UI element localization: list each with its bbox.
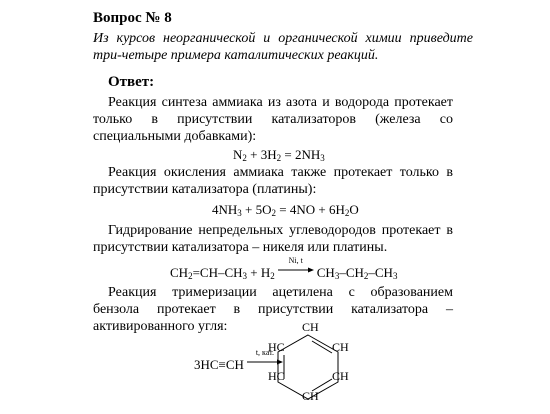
right-arrow-icon — [278, 267, 314, 273]
ring-label-lower-right: CH — [332, 369, 349, 383]
formula-ammonia-synthesis: $N_2 + 3H_2 = 2NH_3$ — [233, 147, 325, 163]
question-title: Вопрос № 8 — [93, 10, 172, 26]
ring-label-lower-left: HC — [268, 369, 285, 383]
formula-trimerization: 3HC≡CH t, кат. — [194, 356, 286, 373]
answer-title: Ответ: — [108, 74, 155, 90]
ring-label-top: CH — [302, 320, 319, 334]
ring-label-bottom: CH — [302, 389, 319, 403]
reaction-arrow — [278, 256, 314, 276]
formula-ammonia-oxidation: $4NH_3 + 5O_2 = 4NO + 6H_2O$ — [212, 202, 359, 218]
paragraph-ammonia-synthesis: Реакция синтеза аммиака из азота и водорода протекает только в присутствии катализаторов (железа со специальными добавками): — [93, 95, 453, 144]
ring-label-upper-left: HC — [268, 340, 285, 354]
arrow-condition-label: Ni, t — [288, 256, 303, 265]
formula-hydrogenation: $CH_2=CH-CH_3 + H_2$ Ni, t $CH_3-CH_2-CH_3$ — [170, 256, 398, 281]
ring-label-upper-right: CH — [332, 340, 349, 354]
paragraph-ammonia-oxidation: Реакция окисления аммиака также протекает только в присутствии катализатора (платины): — [93, 165, 453, 197]
paragraph-hydrogenation: Гидрирование непредельных углеводородов протекает в присутствии катализатора – никеля или платины. — [93, 223, 453, 255]
arrow-condition-label: t, кат. — [255, 348, 275, 357]
question-text: Из курсов неорганической и органической химии приведите три-четыре примера каталитических реакций. — [93, 31, 473, 63]
paragraph-trimerization: Реакция тримеризации ацетилена с образованием бензола протекает в присутствии катализатора – активированного угля: — [93, 285, 453, 334]
